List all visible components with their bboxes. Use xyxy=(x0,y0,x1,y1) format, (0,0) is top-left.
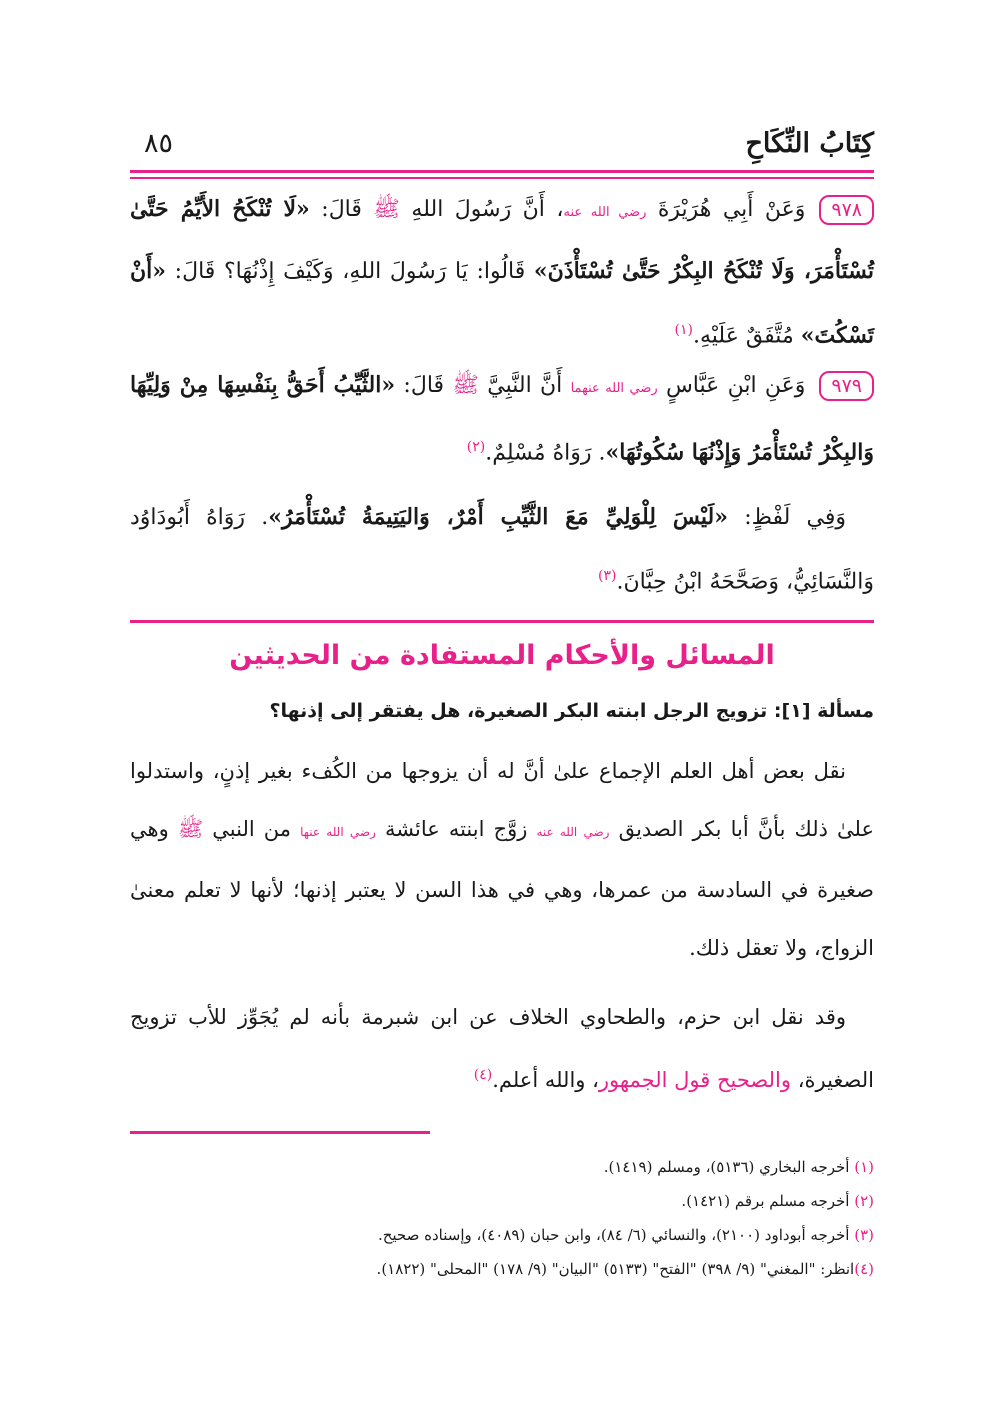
footnote-text: أخرجه البخاري (٥١٣٦)، ومسلم (١٤١٩). xyxy=(603,1158,855,1176)
hadith-narration: قَالَ: xyxy=(395,373,453,398)
hadith-source: . رَوَاهُ أَبُودَاوُد وَالنَّسَائِيُّ، وَصَحَّحَهُ ابْنُ حِبَّانَ. xyxy=(130,505,874,595)
hadith-source: مُتَّفَقٌ عَلَيْهِ. xyxy=(693,323,801,349)
header-rule-thin xyxy=(130,177,874,179)
issue-title: تزويج الرجل ابنته البكر الصغيرة، هل يفتقر إلى إذنها؟ xyxy=(269,700,774,722)
paragraph-text: نقل بعض أهل العلم الإجماع علىٰ أنَّ له أن يزوجها من الكُفء بغير إذنٍ، واستدلوا علىٰ ذلك بأنَّ أبا بكر الصديق xyxy=(130,759,875,841)
footnote-item xyxy=(130,1252,874,1286)
footnote-mark: (٢) xyxy=(854,1192,874,1210)
hadith-intro: وَعَنْ أَبِي هُرَيْرَةَ xyxy=(657,197,806,222)
hadith-source: . رَوَاهُ مُسْلِمٌ. xyxy=(485,440,606,466)
hadith-number-badge: ٩٧٩ xyxy=(819,371,874,401)
hadith-number-badge: ٩٧٨ xyxy=(819,195,874,225)
running-title: كِتَابُ النِّكَاحِ xyxy=(745,128,874,159)
section-rule xyxy=(130,620,874,623)
hadith-978 xyxy=(130,180,874,365)
hadith-quote: «أَنْ تَسْكُتَ» xyxy=(130,258,874,349)
honorific-glyph: رضي الله عنهما xyxy=(570,381,658,396)
footnote-ref: (٣) xyxy=(598,568,617,584)
header-rule xyxy=(130,170,874,173)
honorific-glyph: رضي الله عنها xyxy=(300,825,376,839)
salutation-glyph: ﷺ xyxy=(452,373,479,398)
footnote-mark: (٣) xyxy=(854,1226,874,1244)
issue-heading xyxy=(130,700,874,722)
hadith-narration: ، أَنَّ رَسُولَ اللهِ xyxy=(411,197,564,222)
footnotes xyxy=(130,1150,874,1286)
hadith-intro: وَعَنِ ابْنِ عَبَّاسٍ xyxy=(665,373,806,398)
hadith-variant-wording xyxy=(130,488,874,611)
paragraph-2 xyxy=(130,988,874,1109)
hadith-979 xyxy=(130,356,874,482)
footnote-text: أخرجه أبوداود (٢١٠٠)، والنسائي (٦/ ٨٤)، وابن حبان (٤٠٨٩)، وإسناده صحيح. xyxy=(377,1226,855,1244)
page-number: ٨٥ xyxy=(144,128,174,159)
hadith-narration: قَالَ: xyxy=(309,197,362,222)
variant-intro: وَفِي لَفْظٍ: xyxy=(727,505,847,530)
honorific-glyph: رضي الله عنه xyxy=(536,825,610,839)
hadith-quote: «لَيْسَ لِلْوَلِيِّ مَعَ الثَّيِّبِ أَمْرٌ، وَاليَتِيمَةُ تُسْتَأْمَرُ» xyxy=(268,504,728,530)
footnote-ref: (٤) xyxy=(473,1067,493,1083)
footnote-ref: (١) xyxy=(674,322,693,338)
paragraph-text: زوَّج ابنته عائشة xyxy=(384,817,537,841)
hadith-continuation: قَالُوا: يَا رَسُولَ اللهِ، وَكَيْفَ إِذْنُهَا؟ قَالَ: xyxy=(166,259,534,284)
footnote-item xyxy=(130,1184,874,1218)
honorific-glyph: رضي الله عنه xyxy=(563,205,647,220)
hadith-narration: أَنَّ النَّبِيَّ xyxy=(487,373,571,398)
footnote-text: أخرجه مسلم برقم (١٤٢١). xyxy=(681,1192,855,1210)
footnote-ref: (٢) xyxy=(466,439,486,455)
hadith-quote: «الثَّيِّبُ أَحَقُّ بِنَفْسِهَا مِنْ وَلِيِّهَا وَالبِكْرُ تُسْتَأْمَرُ وَإِذْنُهَا سُكُوتُهَا» xyxy=(130,372,874,466)
issue-label: مسألة [١]: xyxy=(773,700,874,722)
footnote-mark: (١) xyxy=(854,1158,874,1176)
footnote-mark: (٤) xyxy=(854,1260,874,1278)
paragraph-text: من النبي xyxy=(212,817,301,841)
footnote-rule xyxy=(130,1131,430,1134)
page-header xyxy=(130,128,874,168)
paragraph-1 xyxy=(130,742,874,977)
highlighted-ruling: والصحيح قول الجمهور xyxy=(598,1068,792,1092)
footnote-item xyxy=(130,1150,874,1184)
paragraph-text: ، والله أعلم. xyxy=(492,1068,599,1092)
section-title: المسائل والأحكام المستفادة من الحديثين xyxy=(229,640,775,671)
hadith-quote: «لَا تُنْكَحُ الأَيِّمُ حَتَّىٰ تُسْتَأْمَرَ، وَلَا تُنْكَحُ البِكْرُ حَتَّىٰ تُسْتَأْذَنَ» xyxy=(130,196,874,284)
paragraph-text: وقد نقل ابن حزم، والطحاوي الخلاف عن ابن شبرمة بأنه لم يُجَوِّز للأب تزويج الصغيرة، xyxy=(130,1005,874,1092)
paragraph-text: وهي صغيرة في السادسة من عمرها، وهي في هذا السن لا يعتبر إذنها؛ لأنها لا تعلم معنىٰ الزواج، ولا تعقل ذلك. xyxy=(130,817,874,960)
salutation-glyph: ﷺ xyxy=(177,817,204,841)
footnote-item xyxy=(130,1218,874,1252)
footnote-text: انظر: "المغني" (٩/ ٣٩٨) "الفتح" (٥١٣٣) "البيان" (٩/ ١٧٨) "المحلى" (١٨٢٢). xyxy=(376,1260,855,1278)
salutation-glyph: ﷺ xyxy=(373,197,400,222)
